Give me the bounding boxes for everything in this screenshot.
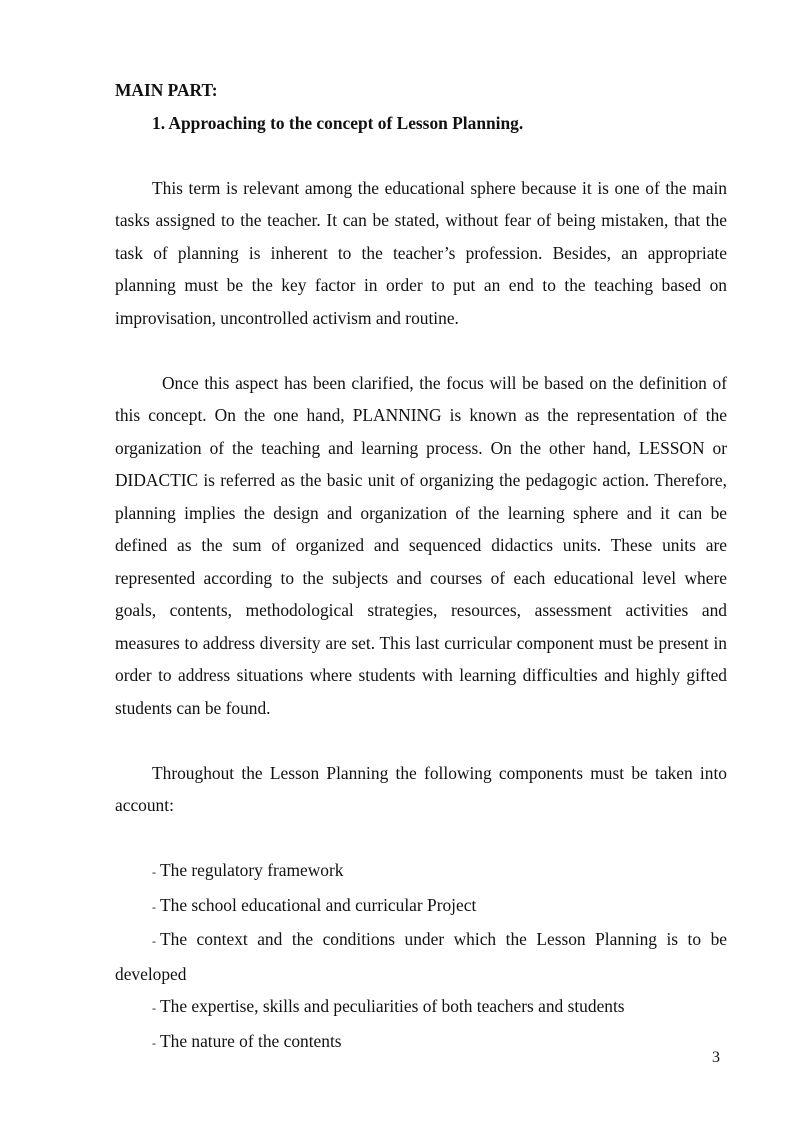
list-item: [115, 889, 727, 924]
paragraph-2: Once this aspect has been clarified, the focus will be based on the definition of this concept. On the one hand, PLANNING is known as the representation of the organization of the teaching and learning process. On the other hand, LESSON or DIDACTIC is referred as the basic unit of organizing the pedagogic action. Therefore, planning implies the design and organization of the learning sphere and it can be defined as the sum of organized and sequenced didactics units. These units are represented according to the subjects and courses of each educational level where goals, contents, methodological strategies, resources, assessment activities and measures to address diversity are set. This last curricular component must be present in order to address situations where students with learning difficulties and highly gifted students can be found.: [115, 372, 727, 718]
spacer: [115, 139, 727, 172]
list-dash: -: [152, 1035, 156, 1050]
list-item: [115, 923, 727, 990]
list-item-text: The nature of the contents: [160, 1030, 342, 1051]
component-list: [115, 854, 727, 1059]
list-item: [115, 1025, 727, 1060]
list-dash: -: [152, 934, 156, 948]
list-item-text: The regulatory framework: [160, 860, 344, 880]
document-page: [115, 74, 727, 1059]
list-item-text: The context and the conditions under which the Lesson Planning is to be developed: [115, 929, 727, 984]
list-dash: -: [152, 899, 156, 914]
paragraph-1: This term is relevant among the educational sphere because it is one of the main tasks assigned to the teacher. It can be stated, without fear of being mistaken, that the task of planning is inherent to the teacher’s profession. Besides, an appropriate planning must be the key factor in order to put an end to the teaching based on improvisation, uncontrolled activism and routine.: [115, 177, 727, 328]
list-item-text: The school educational and curricular Project: [160, 894, 477, 915]
spacer: [115, 334, 727, 367]
spacer: [115, 822, 727, 855]
section-heading: MAIN PART:: [115, 80, 218, 100]
subsection-heading: 1. Approaching to the concept of Lesson Planning.: [152, 112, 524, 133]
list-item: [115, 990, 727, 1025]
list-dash: -: [152, 865, 156, 879]
page-number: 3: [712, 1049, 720, 1066]
list-item-text: The expertise, skills and peculiarities of both teachers and students: [160, 996, 625, 1016]
paragraph-3: Throughout the Lesson Planning the following components must be taken into account:: [115, 762, 727, 815]
spacer: [115, 724, 727, 757]
list-dash: -: [152, 1001, 156, 1015]
list-item: [115, 854, 727, 889]
